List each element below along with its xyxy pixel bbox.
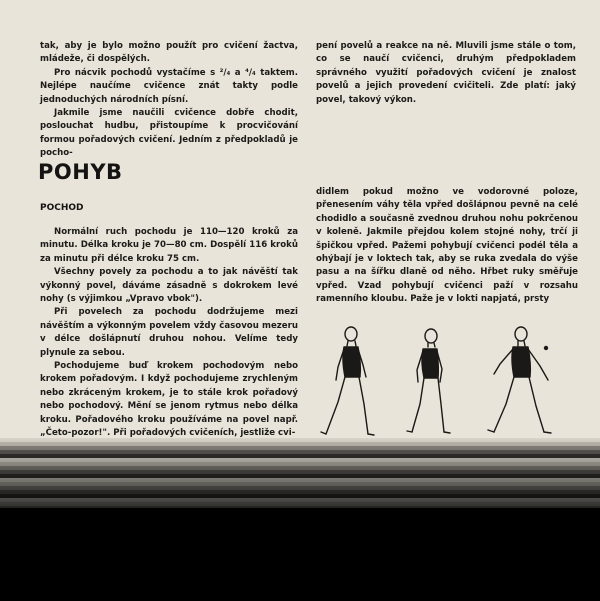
left-column-main [40,226,298,441]
marching-figure-1-icon [321,327,374,435]
marching-figures-icon [318,322,576,442]
paragraph: Normální ruch pochodu je 110—120 kroků za minutu. Délka kroku je 70—80 cm. Dospělí 116 kroků za minutu při délce kroku 75 cm. [40,227,298,264]
right-column-top [316,40,576,107]
section-heading: POHYB [38,160,123,184]
paragraph: tak, aby je bylo možno použít pro cvičení žactva, mládeže, či dospělých. [40,41,298,65]
marching-figure-2-icon [407,329,450,433]
paragraph: pení povelů a reakce na ně. Mluvili jsme stále o tom, co se naučí cvičenci, druhým předpokladem správného využití pořadových cvičení je znalost povelů a jejich provedení cvičiteli. Zde platí: jaký povel, takový výkon. [316,41,576,105]
scan-edge [0,438,600,508]
paragraph: didlem pokud možno ve vodorovné poloze, přenesením váhy těla vpřed došlápnou pevně na celé chodidlo a současně zvednou druhou nohu pokrčenou v koleně. Jakmile přejdou kolem stojné nohy, trčí ji špičkou vpřed. Pažemi pohybují cvičenci podél těla a ohýbají je v loktech tak, aby se ruka zvedala do výše pasu a na šířku dlaně od něho. Hřbet ruky směřuje vpřed. Vzad pohybují cvičenci paží v rozsahu ramenního kloubu. Paže je v lokti napjatá, prsty [316,187,578,305]
paragraph: Pro nácvik pochodů vystačíme s ²/₄ a ⁴/₄ taktem. Nejlépe naučíme cvičence znát takty podle jednoduchých národních písní. [40,67,298,105]
subsection-heading: POCHOD [40,203,84,213]
paragraph: Jakmile jsme naučili cvičence dobře chodit, poslouchat hudbu, přistoupíme k procvičování formou pořadových cvičení. Jedním z předpokladů je pocho- [40,108,298,159]
paragraph: Při povelech za pochodu dodržujeme mezi návěštím a výkonným povelem vždy časovou mezeru v délce došlápnutí druhou nohou. Velíme tedy plynule za sebou. [40,307,298,358]
right-column-main [316,186,578,307]
paragraph: Pochodujeme buď krokem pochodovým nebo krokem pořadovým. I když pochodujeme zrychleným nebo zkráceným krokem, je to stále krok pořadový nebo pochodový. Mění se jenom rytmus nebo délka kroku. Pořadového kroku používáme na povel např. „Četo-pozor!". Při pořadových cvičeních, jestliže cvi- [40,361,298,439]
left-column-top [40,40,298,161]
marching-figure-3-icon [488,327,551,433]
paragraph: Všechny povely za pochodu a to jak návěští tak výkonný povel, dáváme zásadně s dokrokem levé nohy (s výjimkou „Vpravo vbok"). [40,267,298,305]
